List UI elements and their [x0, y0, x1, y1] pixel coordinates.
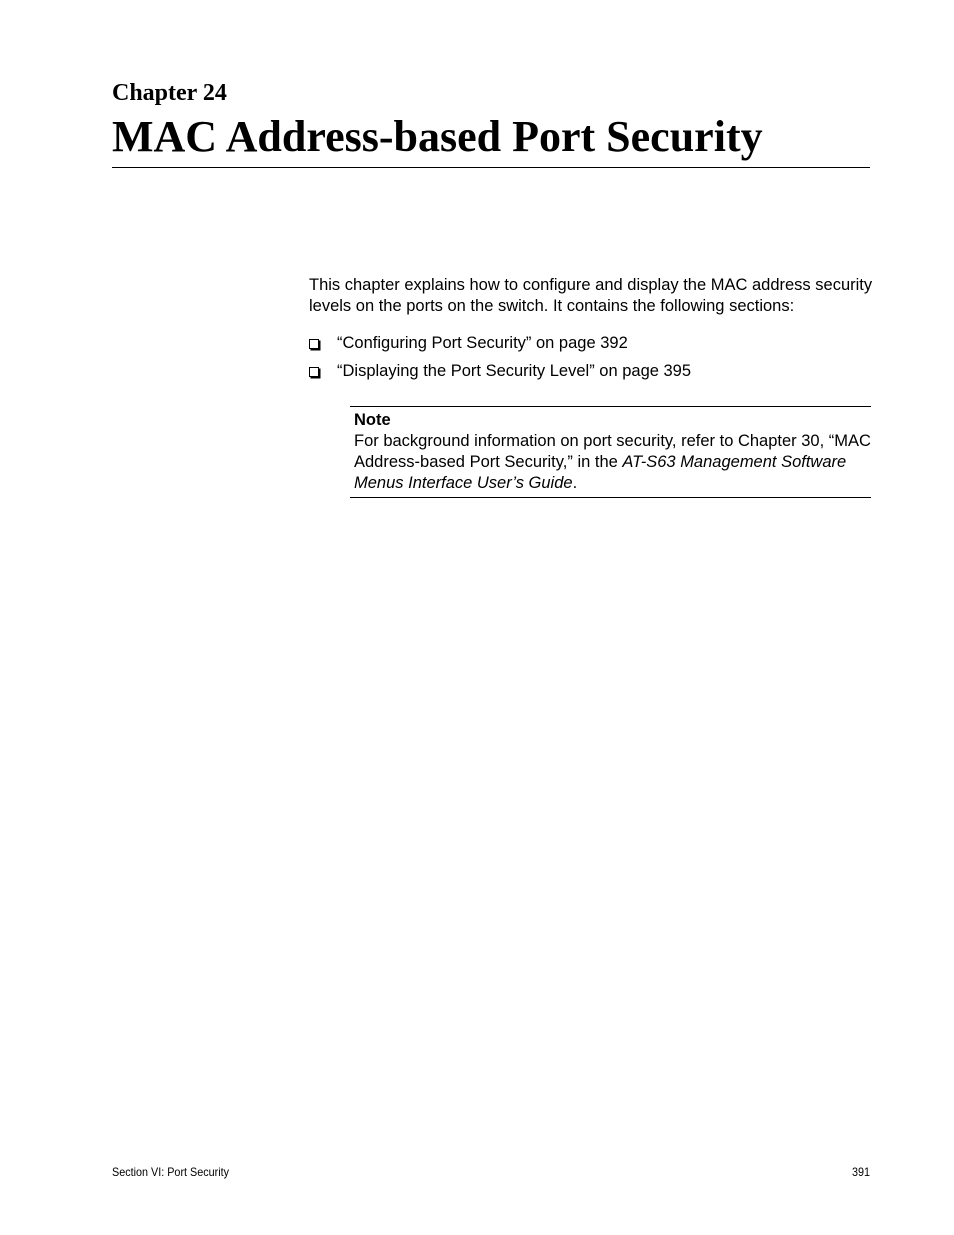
checkbox-icon: [309, 367, 319, 377]
footer-section-name: Section VI: Port Security: [112, 1165, 230, 1179]
list-item: [309, 332, 879, 360]
chapter-label: Chapter 24: [112, 80, 227, 106]
chapter-title: MAC Address-based Port Security: [112, 112, 763, 161]
intro-paragraph: This chapter explains how to configure and display the MAC address security levels on the ports on the switch. It contains the following sections:: [309, 276, 873, 315]
note-heading: Note: [354, 411, 391, 429]
section-link-displaying-port-security-level[interactable]: “Displaying the Port Security Level” on page 395: [337, 362, 692, 380]
section-list: [309, 332, 879, 388]
title-divider: [112, 167, 870, 168]
list-item: [309, 360, 879, 388]
note-text-after: .: [572, 474, 578, 492]
checkbox-icon: [309, 339, 319, 349]
note-box: [350, 406, 871, 498]
footer-page-number: 391: [851, 1165, 870, 1179]
note-text-before: For background information on port security, refer to Chapter 30, “MAC Address-based Port Security,” in the: [354, 432, 871, 471]
guide-title: AT-S63 Management Software Menus Interface User’s Guide: [354, 453, 847, 492]
section-link-configuring-port-security[interactable]: “Configuring Port Security” on page 392: [337, 334, 628, 352]
note-text: [354, 431, 871, 494]
